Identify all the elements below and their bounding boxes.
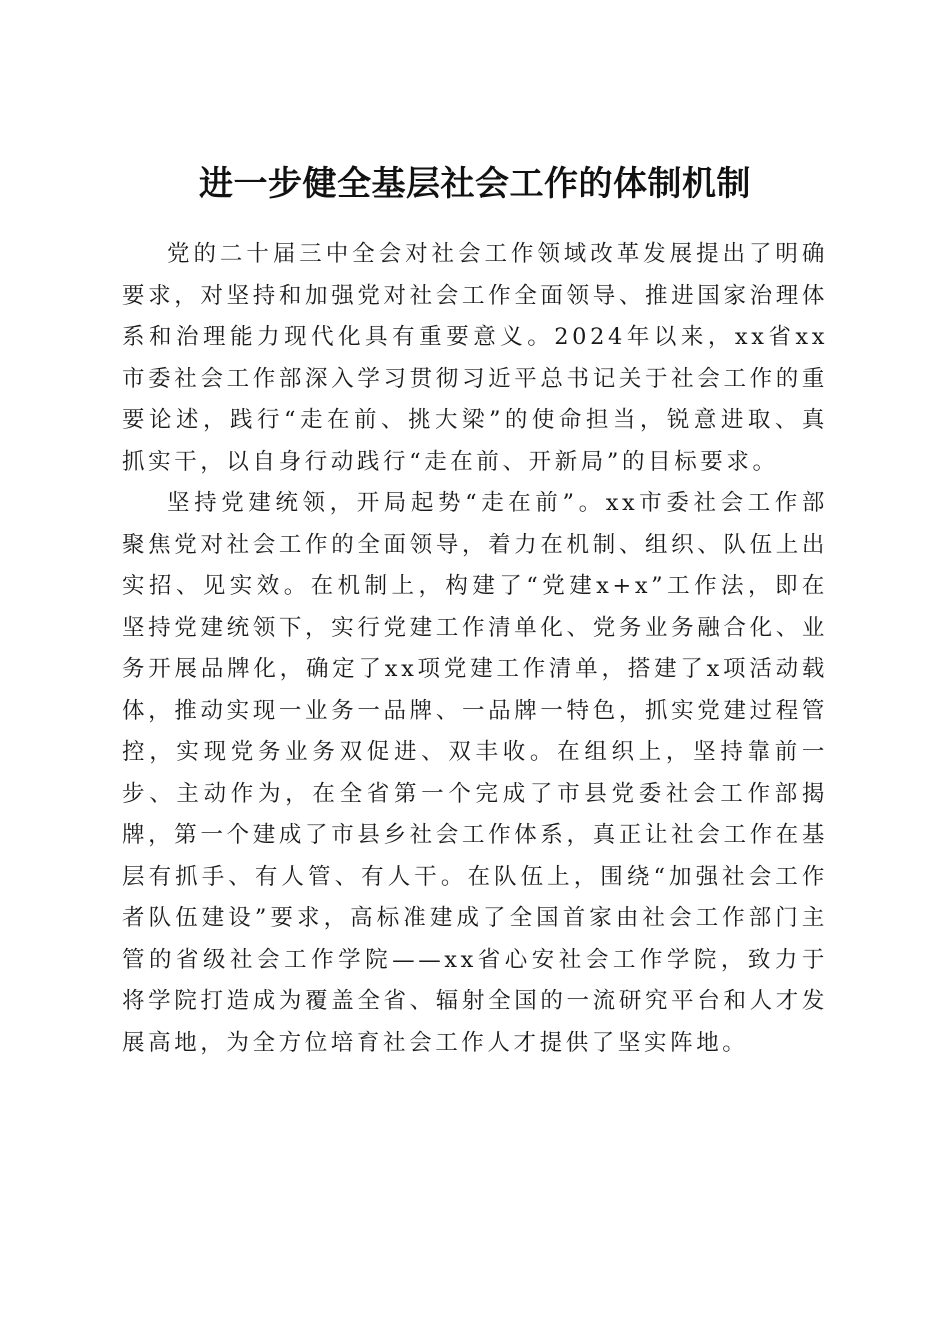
paragraph-2: 坚持党建统领，开局起势“走在前”。xx市委社会工作部聚焦党对社会工作的全面领导，着力在机制、组织、队伍上出实招、见实效。在机制上，构建了“党建x+x”工作法，即在坚持党建统领下，实行党建工作清单化、党务业务融合化、业务开展品牌化，确定了xx项党建工作清单，搭建了x项活动载体，推动实现一业务一品牌、一品牌一特色，抓实党建过程管控，实现党务业务双促进、双丰收。在组织上，坚持靠前一步、主动作为，在全省第一个完成了市县党委社会工作部揭牌，第一个建成了市县乡社会工作体系，真正让社会工作在基层有抓手、有人管、有人干。在队伍上，围绕“加强社会工作者队伍建设”要求，高标准建成了全国首家由社会工作部门主管的省级社会工作学院——xx省心安社会工作学院，致力于将学院打造成为覆盖全省、辐射全国的一流研究平台和人才发展高地，为全方位培育社会工作人才提供了坚实阵地。	[122, 490, 828, 1056]
document-body	[122, 234, 828, 1064]
paragraph-1: 党的二十届三中全会对社会工作领域改革发展提出了明确要求，对坚持和加强党对社会工作全面领导、推进国家治理体系和治理能力现代化具有重要意义。2024年以来，xx省xx市委社会工作部深入学习贯彻习近平总书记关于社会工作的重要论述，践行“走在前、挑大梁”的使命担当，锐意进取、真抓实干，以自身行动践行“走在前、开新局”的目标要求。	[122, 241, 828, 475]
document-title: 进一步健全基层社会工作的体制机制	[199, 163, 751, 204]
